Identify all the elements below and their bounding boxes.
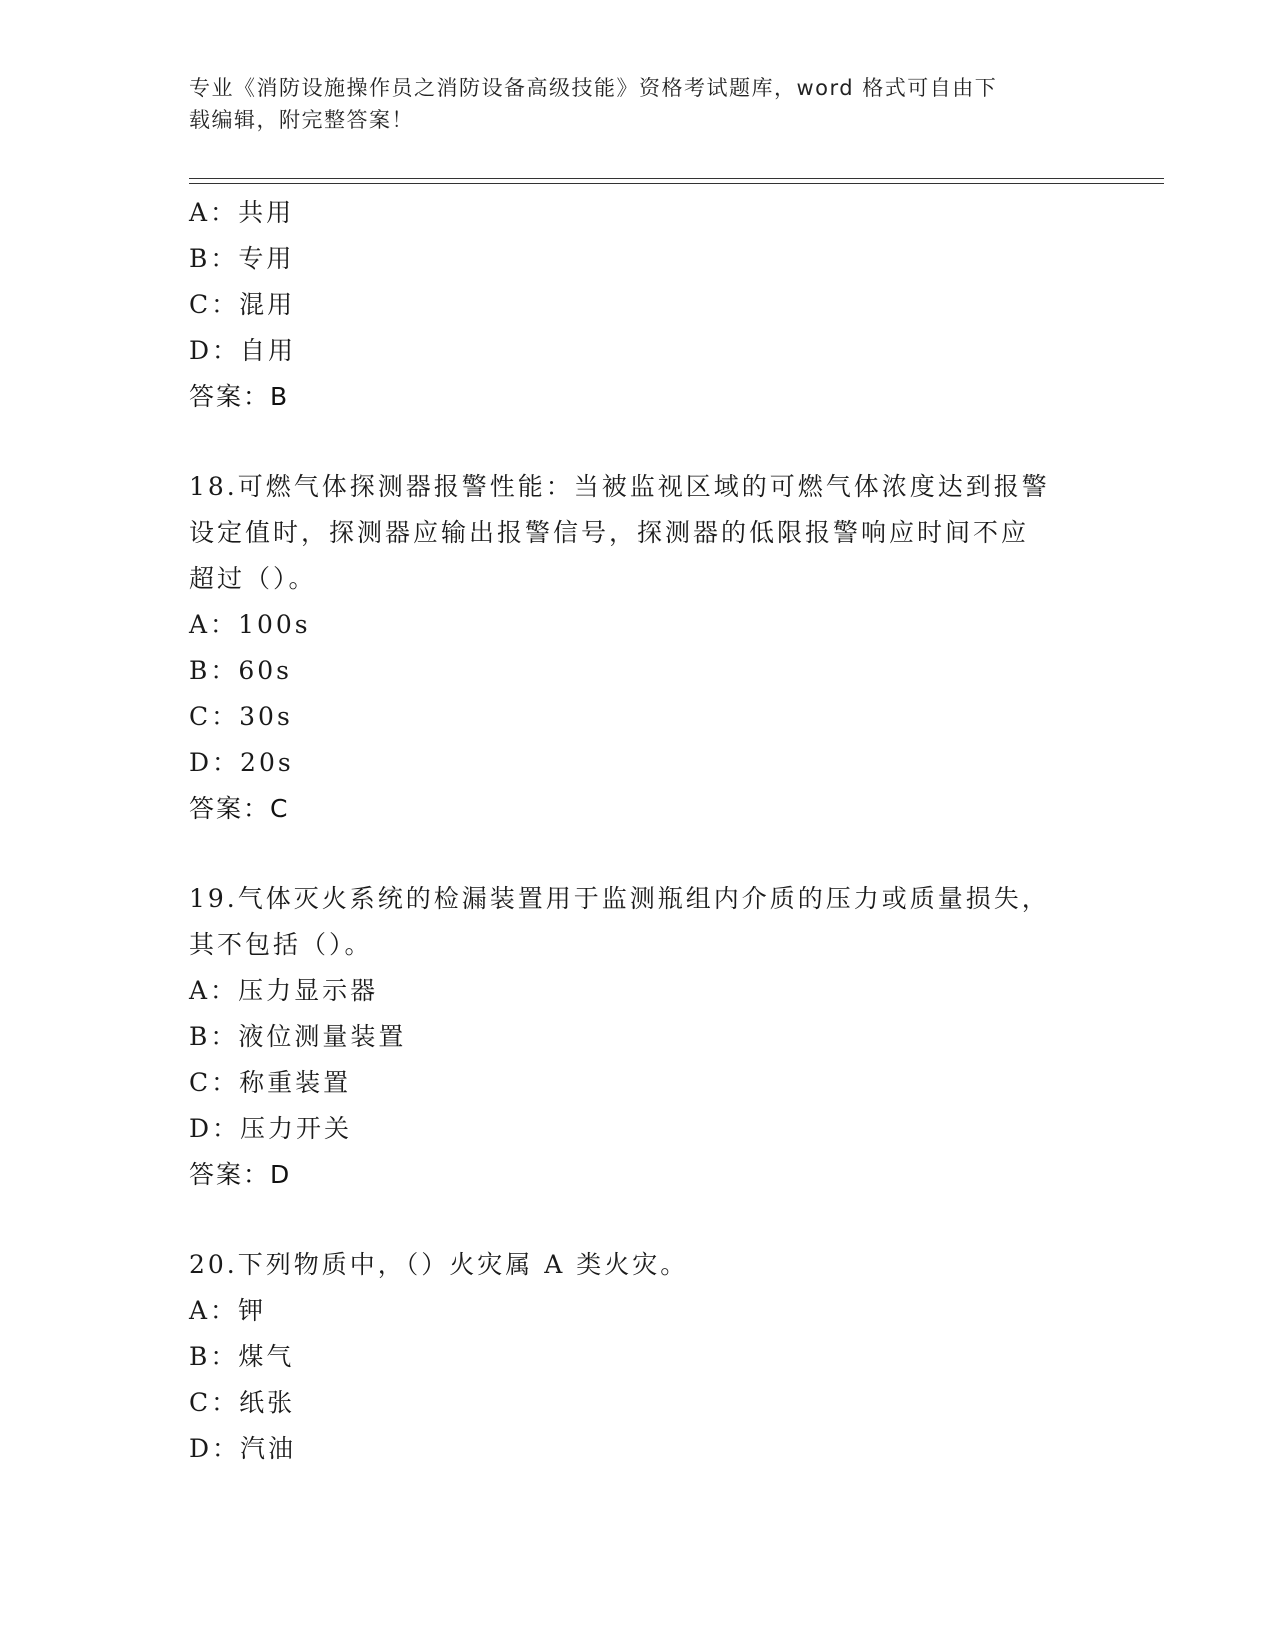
option-text: 压力开关 [240, 1114, 353, 1143]
option-a [189, 190, 1089, 236]
option-b [189, 1014, 1089, 1060]
option-c [189, 1060, 1089, 1106]
question-20 [189, 1242, 1089, 1472]
question-18 [189, 464, 1089, 832]
option-a [189, 602, 1089, 648]
spacer [189, 420, 1089, 464]
option-b [189, 648, 1089, 694]
option-text: 称重装置 [239, 1068, 352, 1097]
option-text: 100s [238, 610, 311, 639]
header-divider-bottom [189, 183, 1164, 184]
option-b [189, 1334, 1089, 1380]
option-d [189, 1106, 1089, 1152]
option-letter: B： [189, 1022, 239, 1051]
option-d [189, 328, 1089, 374]
option-text: 自用 [240, 336, 297, 365]
option-c [189, 1380, 1089, 1426]
option-letter: C： [189, 1068, 240, 1097]
option-c [189, 694, 1089, 740]
option-letter: A： [189, 198, 239, 227]
option-c [189, 282, 1089, 328]
option-letter: A： [189, 610, 239, 639]
header-line-2: 载编辑，附完整答案！ [189, 108, 414, 132]
question-17 [189, 190, 1089, 420]
header-divider-top [189, 178, 1164, 179]
option-letter: C： [189, 702, 240, 731]
answer-line: 答案：C [189, 794, 290, 823]
option-a [189, 968, 1089, 1014]
spacer [189, 832, 1089, 876]
option-letter: A： [189, 1296, 239, 1325]
option-text: 压力显示器 [238, 976, 379, 1005]
option-text: 混用 [239, 290, 296, 319]
option-b [189, 236, 1089, 282]
question-text-line: 其不包括（）。 [189, 930, 373, 959]
option-letter: A： [189, 976, 239, 1005]
option-text: 钾 [238, 1296, 267, 1325]
document-header [189, 72, 1069, 136]
question-text-line: 20.下列物质中，（）火灾属 A 类火灾。 [189, 1250, 689, 1279]
option-letter: D： [189, 1434, 241, 1463]
option-letter: C： [189, 290, 240, 319]
question-19 [189, 876, 1089, 1198]
option-d [189, 1426, 1089, 1472]
option-letter: C： [189, 1388, 240, 1417]
option-letter: B： [189, 656, 239, 685]
option-text: 纸张 [239, 1388, 296, 1417]
option-text: 60s [238, 656, 293, 685]
option-text: 液位测量装置 [238, 1022, 407, 1051]
option-text: 汽油 [240, 1434, 297, 1463]
option-a [189, 1288, 1089, 1334]
option-letter: D： [189, 1114, 241, 1143]
option-letter: D： [189, 336, 241, 365]
question-text-line: 18.可燃气体探测器报警性能：当被监视区域的可燃气体浓度达到报警 [189, 472, 1050, 501]
option-text: 共用 [238, 198, 295, 227]
option-text: 煤气 [238, 1342, 295, 1371]
answer-line: 答案：B [189, 382, 290, 411]
question-list [189, 190, 1089, 1472]
question-text-line: 19.气体灭火系统的检漏装置用于监测瓶组内介质的压力或质量损失， [189, 884, 1050, 913]
spacer [189, 1198, 1089, 1242]
option-text: 20s [240, 748, 294, 777]
question-text-line: 设定值时，探测器应输出报警信号，探测器的低限报警响应时间不应 [189, 518, 1030, 547]
option-letter: D： [189, 748, 241, 777]
question-text-line: 超过（）。 [189, 564, 317, 593]
option-letter: B： [189, 1342, 239, 1371]
answer-line: 答案：D [189, 1160, 292, 1189]
header-line-1: 专业《消防设施操作员之消防设备高级技能》资格考试题库，word 格式可自由下 [189, 76, 998, 100]
option-letter: B： [189, 244, 239, 273]
option-text: 30s [239, 702, 293, 731]
option-text: 专用 [238, 244, 295, 273]
option-d [189, 740, 1089, 786]
